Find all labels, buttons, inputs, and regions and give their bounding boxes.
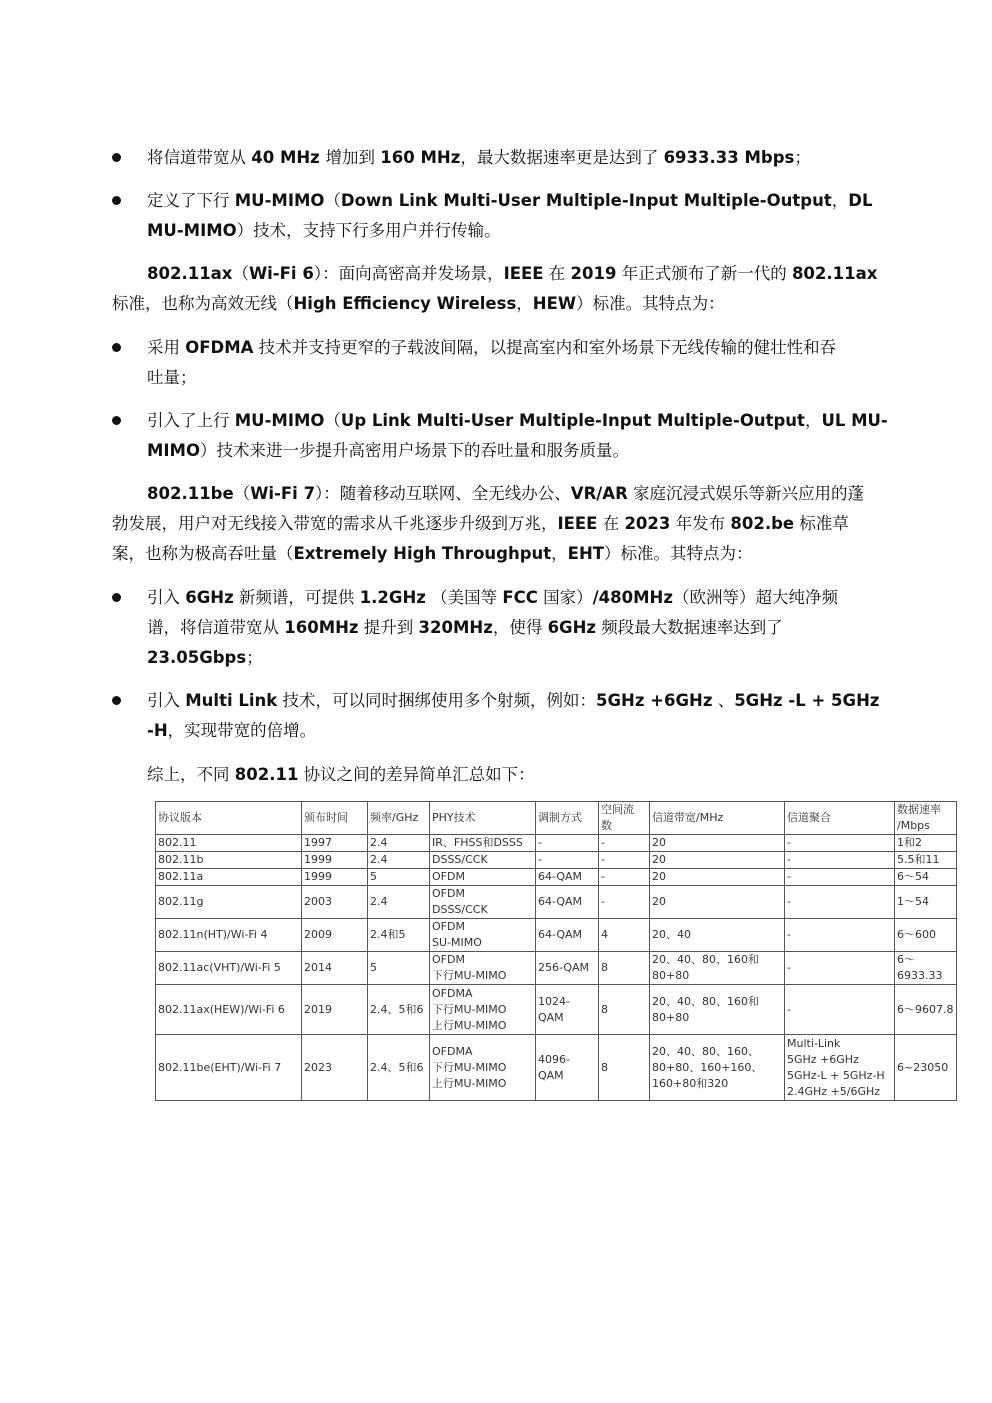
bullet-dot-icon	[112, 196, 121, 205]
text-run: （美国等	[425, 588, 503, 607]
bold-text: 23.05Gbps	[147, 648, 247, 667]
bullet-list-top-item-line	[147, 191, 872, 211]
channel-width-cell: 20、40	[650, 919, 785, 952]
header-channel-aggregation: 信道聚合	[785, 802, 895, 835]
frequency-cell: 2.4	[368, 852, 430, 869]
text-run: 技术，可以同时捆绑使用多个射频，例如：	[277, 691, 596, 710]
text-run: 勃发展，用户对无线接入带宽的需求从千兆逐步升级到万兆，	[112, 514, 558, 533]
bold-text: Wi-Fi 6	[248, 264, 314, 283]
aggregation-cell: -	[785, 869, 895, 886]
text-run: ；	[794, 148, 811, 167]
year-cell: 1997	[302, 835, 368, 852]
bold-text: IEEE	[503, 264, 544, 283]
table-row	[156, 869, 957, 886]
channel-width-cell: 20	[650, 835, 785, 852]
text-run: ）技术来进一步提升高密用户场景下的吞吐量和服务质量。	[200, 441, 630, 460]
table-row	[156, 852, 957, 869]
bold-text: Extremely High Throughput	[293, 544, 552, 563]
channel-width-cell: 20	[650, 886, 785, 919]
modulation-cell: 64-QAM	[536, 869, 599, 886]
streams-cell: -	[599, 886, 650, 919]
bullet-list-ax-item-line	[147, 441, 629, 461]
streams-cell: 8	[599, 952, 650, 985]
bold-text: 2019	[570, 264, 617, 283]
table-row	[156, 952, 957, 985]
modulation-cell: -	[536, 835, 599, 852]
phy-cell: OFDMA 下行MU-MIMO 上行MU-MIMO	[430, 1035, 536, 1101]
table-row	[156, 1035, 957, 1101]
bold-text: 5GHz +6GHz	[596, 691, 713, 710]
text-run: 定义了下行	[147, 191, 235, 210]
table-row	[156, 835, 957, 852]
aggregation-cell: -	[785, 919, 895, 952]
text-run: ，	[516, 294, 533, 313]
text-run: 年发布	[670, 514, 731, 533]
bold-text: Multi Link	[185, 691, 278, 710]
text-run: 增加到	[325, 148, 381, 167]
table-row	[156, 985, 957, 1035]
bold-text: OFDMA	[185, 338, 254, 357]
text-run: ，	[804, 411, 822, 430]
streams-cell: 8	[599, 1035, 650, 1101]
bold-text: MU-MIMO	[147, 221, 237, 240]
bold-text: -H	[147, 721, 168, 740]
modulation-cell: 64-QAM	[536, 919, 599, 952]
phy-cell: OFDM	[430, 869, 536, 886]
text-run: ，实现带宽的倍增。	[167, 721, 317, 740]
paragraph-80211be-line	[112, 514, 849, 534]
aggregation-cell: -	[785, 886, 895, 919]
text-run: （欧洲等）超大纯净频	[672, 588, 838, 607]
text-run: 家庭沉浸式娱乐等新兴应用的蓬	[627, 484, 865, 503]
bullet-list-be-item-line	[147, 618, 783, 638]
bullet-list-ax-item-line	[147, 338, 836, 358]
year-cell: 1999	[302, 852, 368, 869]
channel-width-cell: 20、40、80、160和 80+80	[650, 952, 785, 985]
text-run: 技术并支持更窄的子载波间隔，以提高室内和室外场景下无线传输的健壮性和吞	[253, 338, 837, 357]
bold-text: High Efficiency Wireless	[293, 294, 517, 313]
bold-text: MU-MIMO	[234, 411, 325, 430]
paragraph-80211be-line	[147, 484, 864, 504]
header-phy: PHY技术	[430, 802, 536, 835]
phy-cell: OFDM DSSS/CCK	[430, 886, 536, 919]
text-run: ）：随着移动互联网、全无线办公、	[315, 484, 571, 503]
text-run: （	[232, 264, 249, 283]
text-run: ，	[551, 544, 568, 563]
protocol-cell: 802.11g	[156, 886, 302, 919]
protocol-comparison-table	[155, 801, 957, 1101]
channel-width-cell: 20	[650, 869, 785, 886]
bold-text: 6GHz	[185, 588, 234, 607]
text-run: ）标准。其特点为：	[604, 544, 753, 563]
protocol-cell: 802.11n(HT)/Wi-Fi 4	[156, 919, 302, 952]
bullet-list-ax-item-line	[147, 368, 197, 388]
protocol-cell: 802.11	[156, 835, 302, 852]
bold-text: 802.be	[730, 514, 795, 533]
year-cell: 2003	[302, 886, 368, 919]
channel-width-cell: 20	[650, 852, 785, 869]
table-row	[156, 919, 957, 952]
frequency-cell: 5	[368, 952, 430, 985]
year-cell: 2014	[302, 952, 368, 985]
modulation-cell: -	[536, 852, 599, 869]
text-run: 协议之间的差异简单汇总如下：	[298, 765, 535, 784]
text-run: ）技术，支持下行多用户并行传输。	[236, 221, 501, 240]
text-run: 综上，不同	[147, 765, 235, 784]
bold-text: DL	[848, 191, 873, 210]
text-run: 在	[543, 264, 571, 283]
frequency-cell: 2.4、5和6	[368, 1035, 430, 1101]
header-spatial-streams: 空间流 数	[599, 802, 650, 835]
protocol-cell: 802.11b	[156, 852, 302, 869]
bullet-list-be-item-line	[147, 648, 263, 668]
text-run: 标准草	[794, 514, 849, 533]
text-run: （	[324, 191, 341, 210]
bullet-dot-icon	[112, 343, 121, 352]
text-run: 吐量；	[147, 368, 197, 387]
bold-text: Down Link Multi-User Multiple-Input Multiple-Output	[340, 191, 832, 210]
frequency-cell: 2.4	[368, 886, 430, 919]
year-cell: 2023	[302, 1035, 368, 1101]
bold-text: 5GHz -L + 5GHz	[734, 691, 880, 710]
text-run: ，最大数据速率更是达到了	[460, 148, 664, 167]
streams-cell: 4	[599, 919, 650, 952]
frequency-cell: 2.4、5和6	[368, 985, 430, 1035]
bold-text: 160 MHz	[380, 148, 461, 167]
bullet-list-be-item-line	[147, 691, 880, 711]
aggregation-cell: -	[785, 985, 895, 1035]
text-run: （	[233, 484, 251, 503]
year-cell: 2009	[302, 919, 368, 952]
bold-text: EHT	[567, 544, 605, 563]
phy-cell: OFDM SU-MIMO	[430, 919, 536, 952]
text-run: 将信道带宽从	[147, 148, 252, 167]
bold-text: 2023	[624, 514, 671, 533]
header-frequency: 频率/GHz	[368, 802, 430, 835]
text-run: 引入	[147, 691, 186, 710]
protocol-cell: 802.11ac(VHT)/Wi-Fi 5	[156, 952, 302, 985]
header-release-year: 颁布时间	[302, 802, 368, 835]
text-run: 标准，也称为高效无线（	[112, 294, 294, 313]
bold-text: 160MHz	[284, 618, 359, 637]
paragraph-80211be-line	[112, 544, 753, 564]
data-rate-cell: 1和2	[895, 835, 957, 852]
bullet-list-ax-item-line	[147, 411, 888, 431]
bold-text: 802.11be	[147, 484, 234, 503]
phy-cell: OFDM 下行MU-MIMO	[430, 952, 536, 985]
year-cell: 2019	[302, 985, 368, 1035]
data-rate-cell: 5.5和11	[895, 852, 957, 869]
protocol-cell: 802.11a	[156, 869, 302, 886]
modulation-cell: 64-QAM	[536, 886, 599, 919]
header-modulation: 调制方式	[536, 802, 599, 835]
protocol-cell: 802.11ax(HEW)/Wi-Fi 6	[156, 985, 302, 1035]
header-data-rate: 数据速率 /Mbps	[895, 802, 957, 835]
text-run: 采用	[147, 338, 186, 357]
text-run: 在	[597, 514, 625, 533]
text-run: （	[324, 411, 341, 430]
text-run: 新频谱，可提供	[233, 588, 360, 607]
bold-text: HEW	[532, 294, 577, 313]
aggregation-cell: -	[785, 952, 895, 985]
bullet-dot-icon	[112, 696, 121, 705]
data-rate-cell: 6～600	[895, 919, 957, 952]
paragraph-80211ax-line	[147, 264, 877, 284]
aggregation-cell: -	[785, 852, 895, 869]
channel-width-cell: 20、40、80、160、 80+80、160+160、 160+80和320	[650, 1035, 785, 1101]
bullet-dot-icon	[112, 416, 121, 425]
text-run: ）：面向高密高并发场景，	[313, 264, 504, 283]
text-run: 引入	[147, 588, 186, 607]
streams-cell: -	[599, 852, 650, 869]
bold-text: VR/AR	[570, 484, 628, 503]
bold-text: 6933.33 Mbps	[663, 148, 795, 167]
phy-cell: IR、FHSS和DSSS	[430, 835, 536, 852]
year-cell: 1999	[302, 869, 368, 886]
frequency-cell: 2.4	[368, 835, 430, 852]
bold-text: Up Link Multi-User Multiple-Input Multiple-Output	[340, 411, 805, 430]
bullet-dot-icon	[112, 153, 121, 162]
modulation-cell: 1024-QAM	[536, 985, 599, 1035]
aggregation-cell: Multi-Link 5GHz +6GHz 5GHz-L + 5GHz-H 2.4GHz +5/6GHz	[785, 1035, 895, 1101]
phy-cell: DSSS/CCK	[430, 852, 536, 869]
bold-text: IEEE	[557, 514, 598, 533]
phy-cell: OFDMA 下行MU-MIMO 上行MU-MIMO	[430, 985, 536, 1035]
data-rate-cell: 6～ 6933.33	[895, 952, 957, 985]
summary-line	[147, 765, 535, 785]
frequency-cell: 5	[368, 869, 430, 886]
data-rate-cell: 1～54	[895, 886, 957, 919]
text-run: 提升到	[358, 618, 419, 637]
text-run: 、	[712, 691, 735, 710]
bold-text: UL MU-	[821, 411, 888, 430]
table-row	[156, 886, 957, 919]
aggregation-cell: -	[785, 835, 895, 852]
data-rate-cell: 6～54	[895, 869, 957, 886]
text-run: 引入了上行	[147, 411, 235, 430]
text-run: 国家）	[537, 588, 593, 607]
bold-text: 802.11	[234, 765, 299, 784]
bold-text: 6GHz	[547, 618, 596, 637]
bullet-dot-icon	[112, 593, 121, 602]
bold-text: 40 MHz	[251, 148, 326, 167]
header-channel-width: 信道带宽/MHz	[650, 802, 785, 835]
bold-text: Wi-Fi 7	[250, 484, 316, 503]
streams-cell: 8	[599, 985, 650, 1035]
text-run: ，使得	[492, 618, 548, 637]
bold-text: /480MHz	[592, 588, 673, 607]
text-run: 年正式颁布了新一代的	[616, 264, 792, 283]
bullet-list-top-item-line	[147, 148, 811, 168]
streams-cell: -	[599, 869, 650, 886]
bold-text: MIMO	[147, 441, 201, 460]
streams-cell: -	[599, 835, 650, 852]
text-run: 案，也称为极高吞吐量（	[112, 544, 294, 563]
bullet-list-be-item-line	[147, 588, 838, 608]
text-run: ）标准。其特点为：	[576, 294, 725, 313]
text-run: 谱，将信道带宽从	[147, 618, 285, 637]
bold-text: 802.11ax	[791, 264, 878, 283]
data-rate-cell: 6~23050	[895, 1035, 957, 1101]
table-header-row	[156, 802, 957, 835]
data-rate-cell: 6～9607.8	[895, 985, 957, 1035]
protocol-cell: 802.11be(EHT)/Wi-Fi 7	[156, 1035, 302, 1101]
text-run: ，	[831, 191, 849, 210]
channel-width-cell: 20、40、80、160和 80+80	[650, 985, 785, 1035]
modulation-cell: 256-QAM	[536, 952, 599, 985]
paragraph-80211ax-line	[112, 294, 725, 314]
text-run: ；	[246, 648, 263, 667]
bold-text: 802.11ax	[147, 264, 233, 283]
header-protocol-version: 协议版本	[156, 802, 302, 835]
modulation-cell: 4096-QAM	[536, 1035, 599, 1101]
bold-text: 1.2GHz	[359, 588, 426, 607]
bullet-list-be-item-line	[147, 721, 316, 741]
bullet-list-top-item-line	[147, 221, 501, 241]
text-run: 频段最大数据速率达到了	[596, 618, 783, 637]
bold-text: 320MHz	[418, 618, 493, 637]
bold-text: MU-MIMO	[234, 191, 325, 210]
bold-text: FCC	[502, 588, 538, 607]
frequency-cell: 2.4和5	[368, 919, 430, 952]
